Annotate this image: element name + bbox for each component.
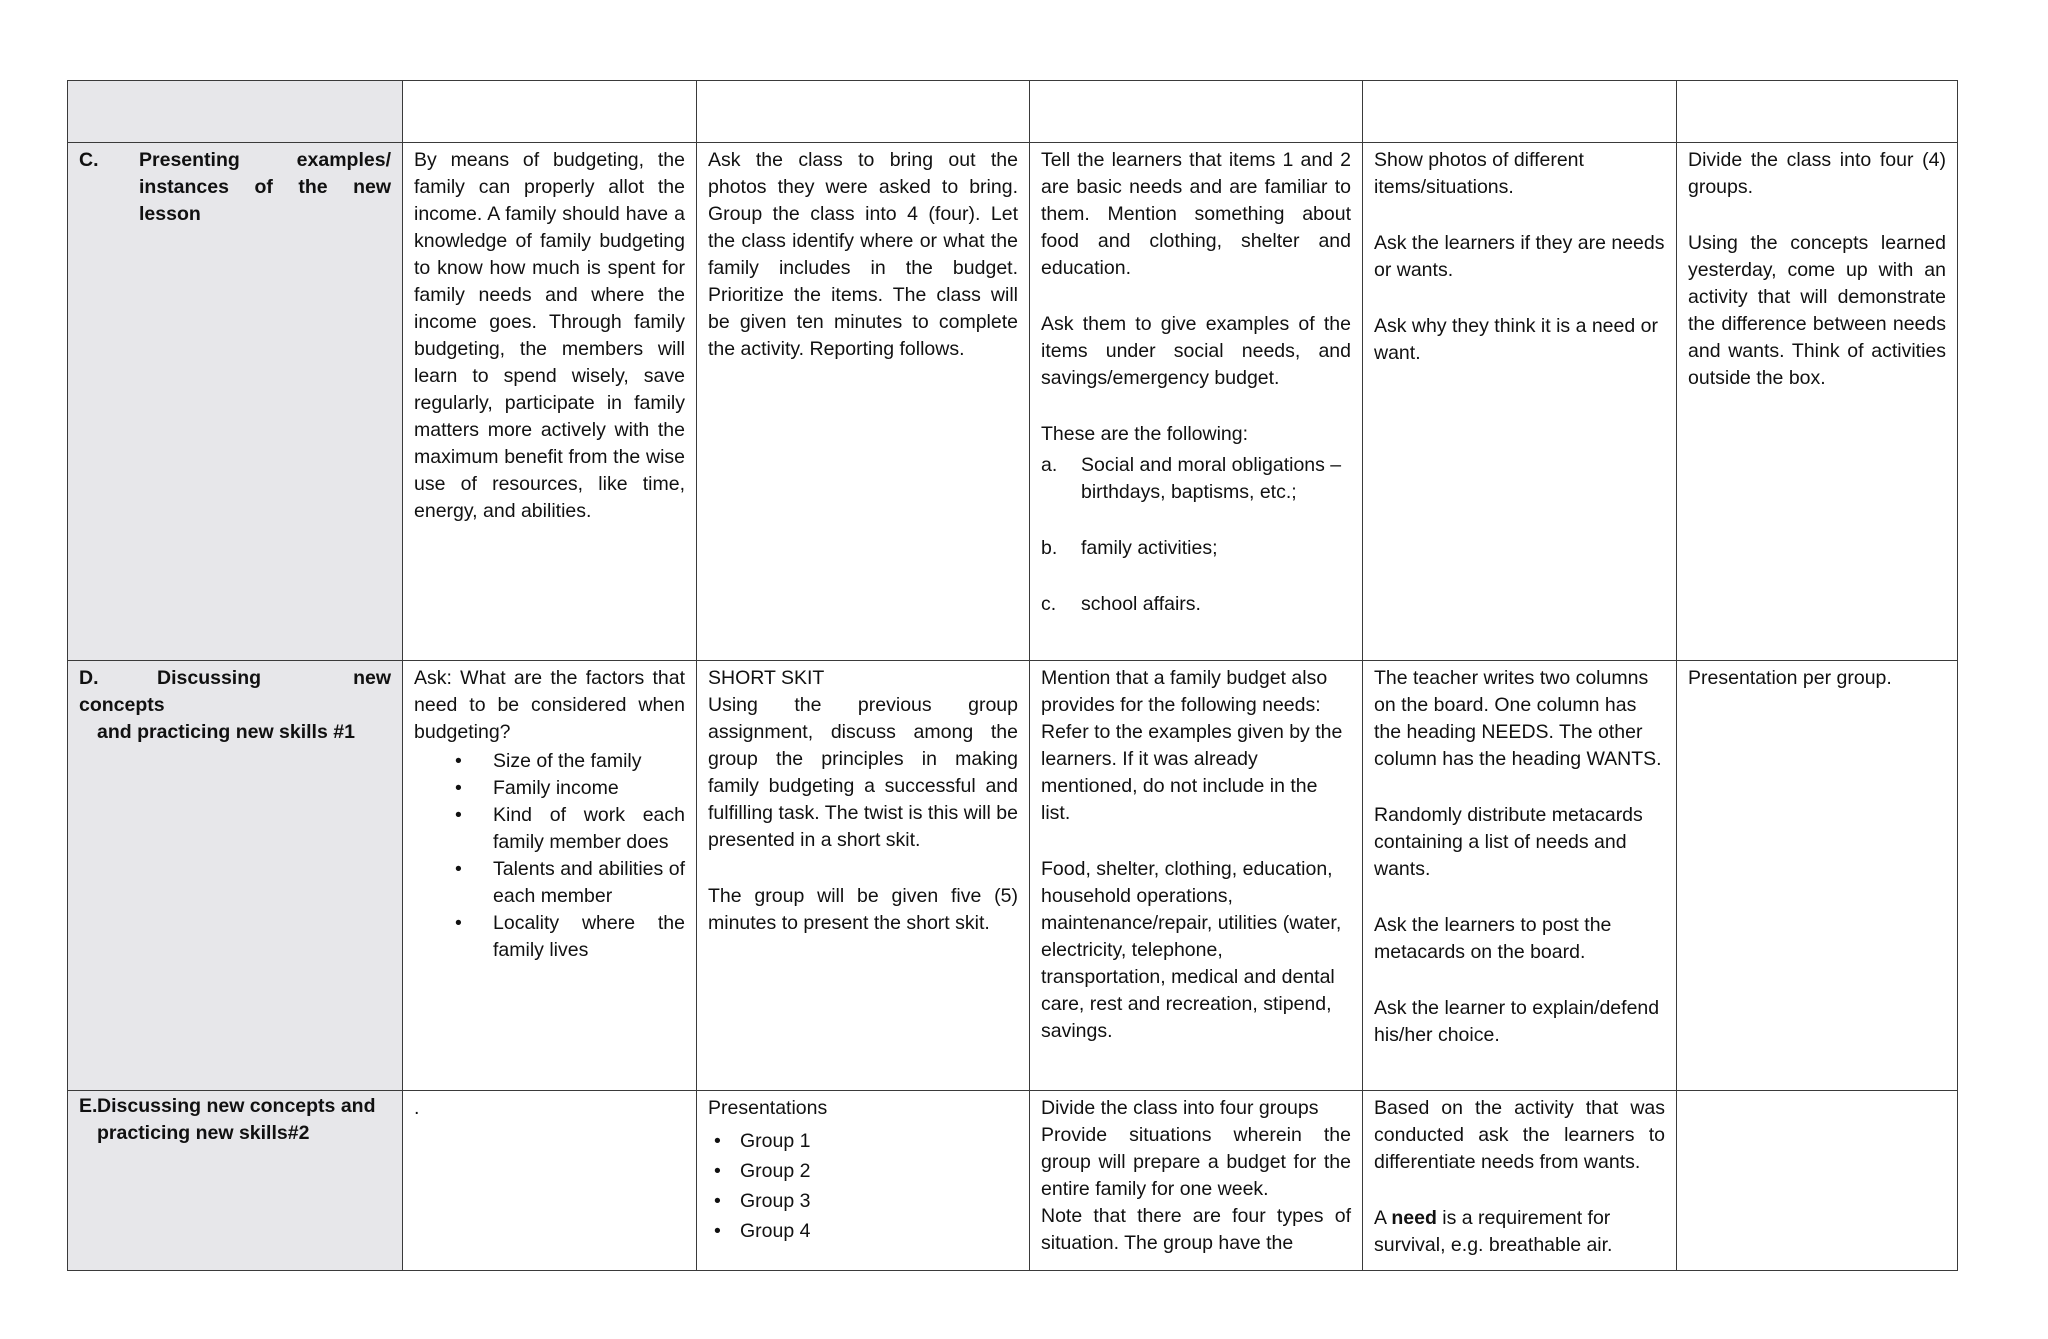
row-c-col4-p2: Ask the learners if they are needs or wants. bbox=[1374, 232, 1665, 281]
cell-c-3 bbox=[1030, 143, 1363, 661]
list-item-text: school affairs. bbox=[1081, 593, 1201, 615]
cell-blank-1 bbox=[403, 81, 697, 143]
row-c-col3-p3: These are the following: bbox=[1041, 423, 1249, 445]
row-d-col3-p3: Food, shelter, clothing, education, household operations, maintenance/repair, utilities (water, electricity, telephone, transportation, medical and dental care, rest and recreation, stipend, savings. bbox=[1041, 858, 1342, 1042]
text-run: is a requirement for survival, e.g. breathable air. bbox=[1374, 1207, 1613, 1256]
row-d-col4-p2: Randomly distribute metacards containing a list of needs and wants. bbox=[1374, 804, 1643, 880]
row-c-title: Presenting examples/ instances of the new lesson bbox=[139, 149, 391, 225]
row-c-col4-p1: Show photos of different items/situations. bbox=[1374, 149, 1584, 198]
list-item: • Family income bbox=[493, 775, 685, 802]
row-d-col2-p1: SHORT SKIT bbox=[708, 667, 825, 689]
row-d-col1-p1: Ask: What are the factors that need to be considered when budgeting? bbox=[414, 667, 685, 743]
row-e-col3-p2: Provide situations wherein the group will prepare a budget for the entire family for one week. bbox=[1041, 1124, 1351, 1200]
cell-d-3 bbox=[1030, 661, 1363, 1091]
cell-c-1 bbox=[403, 143, 697, 661]
list-item bbox=[1041, 535, 1351, 562]
row-label-e bbox=[68, 1091, 403, 1271]
cell-e-3 bbox=[1030, 1091, 1363, 1271]
row-e-title-line2: practicing new skills#2 bbox=[97, 1122, 310, 1144]
list-item-text: family activities; bbox=[1081, 537, 1218, 559]
row-e-col3-p1: Divide the class into four groups bbox=[1041, 1097, 1319, 1119]
bold-term: need bbox=[1391, 1207, 1437, 1229]
list-item: • Group 2 bbox=[740, 1156, 1018, 1186]
cell-e-2 bbox=[697, 1091, 1030, 1271]
list-item: • Group 1 bbox=[740, 1126, 1018, 1156]
list-item: • Locality where the family lives bbox=[493, 910, 685, 964]
row-label-d bbox=[68, 661, 403, 1091]
row-label-c bbox=[68, 143, 403, 661]
cell-d-4 bbox=[1363, 661, 1677, 1091]
list-item: • Size of the family bbox=[493, 748, 685, 775]
row-label-blank bbox=[68, 81, 403, 143]
row-d-col4-p1: The teacher writes two columns on the board. One column has the heading NEEDS. The other column has the heading WANTS. bbox=[1374, 667, 1662, 770]
cell-blank-3 bbox=[1030, 81, 1363, 143]
row-e-title-line1: Discussing new concepts and bbox=[97, 1095, 376, 1117]
cell-c-5 bbox=[1677, 143, 1958, 661]
row-d-col3-p1: Mention that a family budget also provides for the following needs: bbox=[1041, 667, 1328, 716]
row-d-col1-list bbox=[414, 748, 685, 964]
cell-e-1 bbox=[403, 1091, 697, 1271]
list-item bbox=[1041, 452, 1351, 506]
row-c-col3-p2: Ask them to give examples of the items under social needs, and savings/emergency budget. bbox=[1041, 313, 1351, 389]
row-e-col4-p1: Based on the activity that was conducted ask the learners to differentiate needs from wants. bbox=[1374, 1097, 1665, 1173]
list-item-text: Social and moral obligations – birthdays, baptisms, etc.; bbox=[1081, 454, 1342, 503]
cell-blank-5 bbox=[1677, 81, 1958, 143]
row-c-col4-p3: Ask why they think it is a need or want. bbox=[1374, 315, 1658, 364]
row-d-col2-p3: The group will be given five (5) minutes to present the short skit. bbox=[708, 885, 1018, 934]
row-d-col5-text: Presentation per group. bbox=[1688, 667, 1892, 689]
cell-e-5 bbox=[1677, 1091, 1958, 1271]
table-row-d bbox=[68, 661, 1958, 1091]
list-item: • Talents and abilities of each member bbox=[493, 856, 685, 910]
row-d-col4-p3: Ask the learners to post the metacards on the board. bbox=[1374, 914, 1612, 963]
row-c-col1-text: By means of budgeting, the family can properly allot the income. A family should have a knowledge of family budgeting to know how much is spent for family needs and where the income goes. Through family budgeting, the members will learn to spend wisely, save regularly, participate in family matters more actively with the maximum benefit from the wise use of resources, like time, energy, and abilities. bbox=[414, 149, 685, 522]
cell-d-5 bbox=[1677, 661, 1958, 1091]
table-row-e bbox=[68, 1091, 1958, 1271]
row-e-col4-p2 bbox=[1374, 1205, 1665, 1259]
row-c-col5-p1: Divide the class into four (4) groups. bbox=[1688, 149, 1946, 198]
text-run: A bbox=[1374, 1207, 1392, 1229]
list-item bbox=[1041, 591, 1351, 618]
row-c-col2-text: Ask the class to bring out the photos they were asked to bring. Group the class into 4 (four). Let the class identify where or what the family includes in the budget. Prioritize the items. The class will be given ten minutes to complete the activity. Reporting follows. bbox=[708, 149, 1018, 360]
table-row-c bbox=[68, 143, 1958, 661]
row-c-col3-p1: Tell the learners that items 1 and 2 are basic needs and are familiar to them. Mention something about food and clothing, shelter and education. bbox=[1041, 149, 1351, 279]
cell-e-4 bbox=[1363, 1091, 1677, 1271]
list-marker: b. bbox=[1041, 537, 1058, 559]
cell-c-4 bbox=[1363, 143, 1677, 661]
row-d-col4-p4: Ask the learner to explain/defend his/her choice. bbox=[1374, 997, 1660, 1046]
cell-blank-2 bbox=[697, 81, 1030, 143]
row-c-col3-list bbox=[1041, 452, 1351, 618]
list-item: • Group 4 bbox=[740, 1216, 1018, 1246]
table-row-blank bbox=[68, 81, 1958, 143]
row-c-col5-p2: Using the concepts learned yesterday, come up with an activity that will demonstrate the difference between needs and wants. Think of activities outside the box. bbox=[1688, 232, 1946, 389]
row-d-col2-p2: Using the previous group assignment, discuss among the group the principles in making family budgeting a successful and fulfilling task. The twist is this will be presented in a short skit. bbox=[708, 694, 1018, 851]
cell-blank-4 bbox=[1363, 81, 1677, 143]
list-marker: a. bbox=[1041, 454, 1058, 476]
row-e-col1-text: . bbox=[414, 1097, 420, 1119]
cell-d-1 bbox=[403, 661, 697, 1091]
cell-c-2 bbox=[697, 143, 1030, 661]
lesson-plan-table bbox=[67, 80, 1958, 1271]
row-d-title-line1: Discussing new concepts bbox=[79, 667, 391, 716]
row-c-letter: C. bbox=[79, 149, 99, 171]
list-marker: c. bbox=[1041, 593, 1057, 615]
row-d-title-line2: and practicing new skills #1 bbox=[97, 721, 355, 743]
row-e-col2-p1: Presentations bbox=[708, 1097, 828, 1119]
row-e-letter: E. bbox=[79, 1095, 98, 1117]
row-e-col3-p3: Note that there are four types of situation. The group have the bbox=[1041, 1205, 1351, 1254]
list-item: • Kind of work each family member does bbox=[493, 802, 685, 856]
cell-d-2 bbox=[697, 661, 1030, 1091]
row-d-col3-p2: Refer to the examples given by the learners. If it was already mentioned, do not include in the list. bbox=[1041, 721, 1343, 824]
list-item: • Group 3 bbox=[740, 1186, 1018, 1216]
row-d-letter: D. bbox=[79, 667, 99, 689]
row-e-col2-list bbox=[708, 1126, 1018, 1246]
